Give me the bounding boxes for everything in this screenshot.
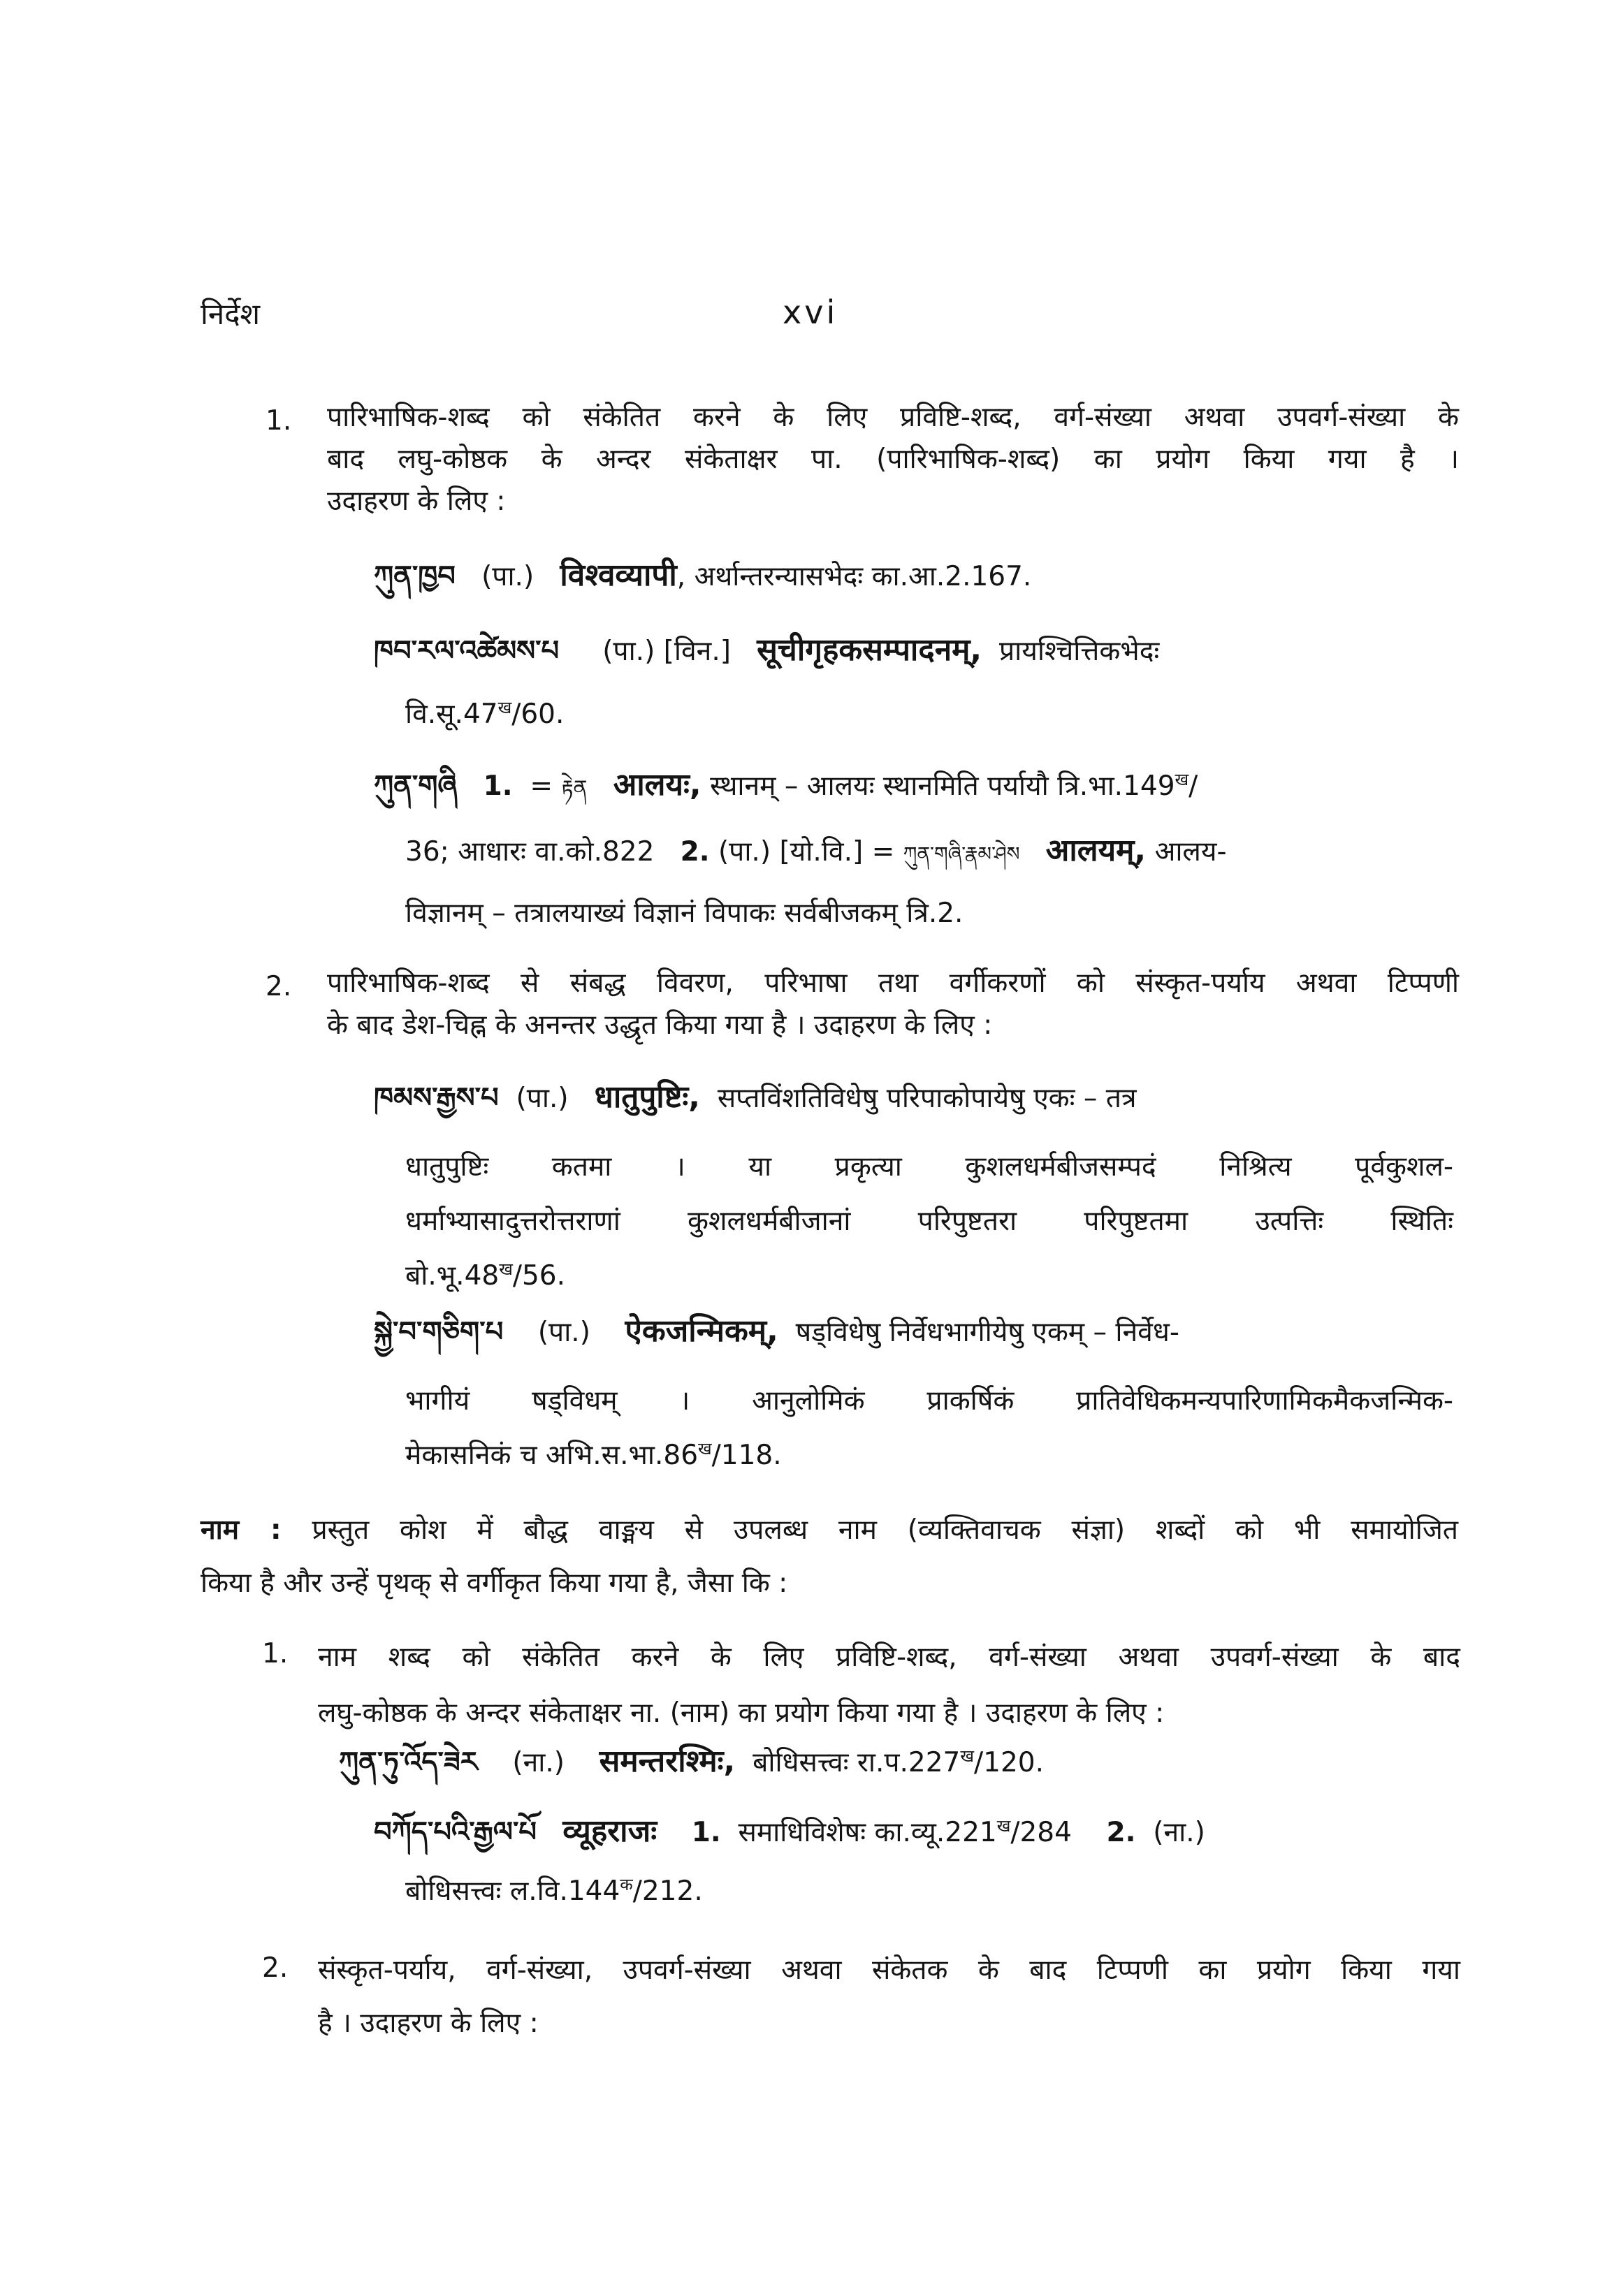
- paragraph-line: [201, 1504, 1458, 1557]
- entry-tag: (पा.) [यो.वि.] =: [718, 836, 895, 868]
- sanskrit-term: ऐकजन्मिकम्,: [625, 1313, 778, 1349]
- reference-end: /56.: [512, 1260, 566, 1292]
- paragraph-line: [405, 1428, 1453, 1483]
- paragraph-line: के बाद डेश-चिह्न के अनन्तर उद्धृत किया गया है । उदाहरण के लिए :: [327, 1009, 993, 1041]
- paragraph-line: पारिभाषिक-शब्द से संबद्ध विवरण, परिभाषा तथा वर्गीकरणों को संस्कृत-पर्याय अथवा टिप्पणी: [327, 967, 1459, 999]
- reference-end: /: [1189, 770, 1198, 802]
- entry-text: सप्तविंशतिविधेषु परिपाकोपायेषु एकः – तत्र: [717, 1083, 1137, 1114]
- entry-continuation: [405, 699, 564, 731]
- sanskrit-term: व्यूहराजः: [562, 1813, 657, 1849]
- item-number: 2.: [262, 1952, 289, 1984]
- entry-text: षड्विधेषु निर्वेधभागीयेषु एकम् – निर्वेध-: [795, 1317, 1179, 1348]
- reference-sup: ख: [1175, 770, 1189, 789]
- reference-sup: ख: [996, 1816, 1011, 1836]
- entry-tag: (पा.): [481, 561, 535, 592]
- paragraph-line: धातुपुष्टिः कतमा । या प्रकृत्या कुशलधर्मबीजसम्पदं निश्रित्य पूर्वकुशल-: [405, 1151, 1453, 1183]
- reference: बोधिसत्त्वः ल.वि.144: [405, 1875, 620, 1907]
- sanskrit-term: विश्वव्यापी: [560, 557, 677, 593]
- dictionary-entry: [374, 1813, 1205, 1850]
- paragraph-text: प्रस्तुत कोश में बौद्ध वाङ्मय से उपलब्ध नाम (व्यक्तिवाचक संज्ञा) शब्दों को भी समायोजित: [312, 1514, 1458, 1546]
- page-number: xvi: [783, 293, 838, 331]
- reference: वि.सू.47: [405, 699, 498, 730]
- paragraph: [327, 397, 1459, 522]
- reference-sup: क: [620, 1875, 633, 1894]
- equals-sign: =: [530, 770, 553, 802]
- names-intro: [201, 1504, 1458, 1610]
- sanskrit-term: धातुपुष्टिः,: [594, 1079, 701, 1115]
- section-heading: नाम :: [201, 1514, 282, 1546]
- paragraph-line: किया है और उन्हें पृथक् से वर्गीकृत किया गया है, जैसा कि :: [201, 1567, 788, 1599]
- paragraph: [327, 963, 1459, 1046]
- tibetan-headword: སྐྱེ་བ་གཅིག་པ: [374, 1316, 504, 1348]
- sense-number: 2.: [1106, 1817, 1136, 1848]
- tibetan-synonym: རྟེན: [561, 776, 588, 800]
- reference-end: /284: [1010, 1817, 1072, 1848]
- entry-text: प्रायश्चित्तिकभेदः: [998, 636, 1160, 667]
- entry-text: स्थानम् – आलयः स्थानमिति पर्यायौ त्रि.भा.149: [710, 770, 1175, 802]
- sense-number: 2.: [680, 836, 710, 868]
- reference-end: /212.: [632, 1875, 703, 1907]
- reference: मेकासनिकं च अभि.स.भा.86: [405, 1440, 699, 1471]
- reference-sup: ख: [499, 1259, 513, 1279]
- item-number: 1.: [266, 405, 292, 437]
- dictionary-entry: [374, 1313, 1179, 1350]
- entry-text: बोधिसत्त्वः रा.प.227: [753, 1747, 961, 1778]
- paragraph-line: भागीयं षड्विधम् । आनुलोमिकं प्राकर्षिकं प्रातिवेधिकमन्यपारिणामिकमैकजन्मिक-: [405, 1385, 1453, 1417]
- tibetan-headword: ཀུན་ཁྱབ: [374, 560, 456, 592]
- dictionary-entry: [339, 1743, 1044, 1781]
- reference-sup: ख: [497, 698, 512, 717]
- dictionary-entry: [374, 1079, 1137, 1116]
- entry-tag: (पा.): [516, 1083, 569, 1114]
- reference: बो.भू.48: [405, 1260, 500, 1292]
- paragraph-line: पारिभाषिक-शब्द को संकेतित करने के लिए प्रविष्टि-शब्द, वर्ग-संख्या अथवा उपवर्ग-संख्या के: [327, 402, 1459, 433]
- paragraph-line: उदाहरण के लिए :: [327, 485, 506, 517]
- entry-tag: (पा.): [537, 1317, 590, 1348]
- tibetan-headword: ཁམས་རྒྱས་པ: [374, 1082, 499, 1114]
- sanskrit-term: समन्तरश्मिः,: [599, 1743, 736, 1779]
- paragraph-line: संस्कृत-पर्याय, वर्ग-संख्या, उपवर्ग-संख्या अथवा संकेतक के बाद टिप्पणी का प्रयोग किया गया: [318, 1954, 1460, 1986]
- reference-end: /60.: [511, 699, 565, 730]
- entry-continuation: विज्ञानम् – तत्रालयाख्यं विज्ञानं विपाकः सर्वबीजकम् त्रि.2.: [405, 898, 964, 929]
- paragraph-line: लघु-कोष्ठक के अन्दर संकेताक्षर ना. (नाम) का प्रयोग किया गया है । उदाहरण के लिए :: [318, 1697, 1165, 1729]
- paragraph-line: है । उदाहरण के लिए :: [318, 2008, 539, 2039]
- sanskrit-term: सूचीगृहकसम्पादनम्,: [757, 632, 982, 668]
- entry-text: , अर्थान्तरन्यासभेदः का.आ.2.167.: [676, 561, 1032, 592]
- entry-continuation: [405, 1875, 703, 1908]
- entry-text: 36; आधारः वा.को.822: [405, 836, 655, 868]
- tibetan-headword: ཀུན་གཞི: [374, 770, 458, 802]
- dictionary-entry: [374, 632, 1159, 669]
- entry-body: [405, 1374, 1453, 1483]
- section-title: निर्देश: [201, 297, 261, 331]
- reference-sup: ख: [698, 1439, 712, 1458]
- entry-text: आलय-: [1154, 836, 1227, 868]
- sanskrit-term: आलयम्,: [1045, 833, 1147, 868]
- entry-continuation: [405, 833, 1227, 870]
- entry-tag: (पा.) [विन.]: [602, 636, 731, 667]
- entry-tag: (ना.): [1153, 1817, 1205, 1848]
- dictionary-entry: [374, 557, 1031, 594]
- sense-number: 1.: [691, 1817, 721, 1848]
- sense-number: 1.: [483, 770, 513, 802]
- sanskrit-term: आलयः,: [613, 767, 702, 803]
- item-number: 2.: [266, 971, 292, 1002]
- item-number: 1.: [262, 1638, 289, 1669]
- paragraph: [318, 1630, 1460, 1741]
- entry-tag: (ना.): [512, 1747, 565, 1778]
- paragraph-line: नाम शब्द को संकेतित करने के लिए प्रविष्टि-शब्द, वर्ग-संख्या अथवा उपवर्ग-संख्या के बाद: [318, 1641, 1460, 1673]
- reference-end: /118.: [711, 1440, 782, 1471]
- reference-end: /120.: [974, 1747, 1044, 1778]
- reference-sup: ख: [960, 1746, 974, 1766]
- paragraph-line: बाद लघु-कोष्ठक के अन्दर संकेताक्षर पा. (पारिभाषिक-शब्द) का प्रयोग किया गया है ।: [327, 444, 1459, 475]
- tibetan-synonym: ཀུན་གཞི་རྣམ་ཤེས: [903, 842, 1020, 865]
- dictionary-entry: [374, 767, 1198, 804]
- paragraph-line: धर्माभ्यासादुत्तरोत्तराणां कुशलधर्मबीजानां परिपुष्टतरा परिपुष्टतमा उत्पत्तिः स्थितिः: [405, 1206, 1453, 1237]
- paragraph-line: [405, 1249, 1453, 1303]
- tibetan-headword: ཀུན་ཏུ་འོད་ཟེར: [339, 1746, 478, 1778]
- paragraph: [318, 1944, 1460, 2050]
- entry-body: [405, 1140, 1453, 1303]
- tibetan-headword: བཀོད་པའི་རྒྱལ་པོ: [374, 1816, 537, 1848]
- entry-text: समाधिविशेषः का.व्यू.221: [738, 1817, 997, 1848]
- tibetan-headword: ཁབ་རལ་འཚེམས་པ: [374, 635, 560, 667]
